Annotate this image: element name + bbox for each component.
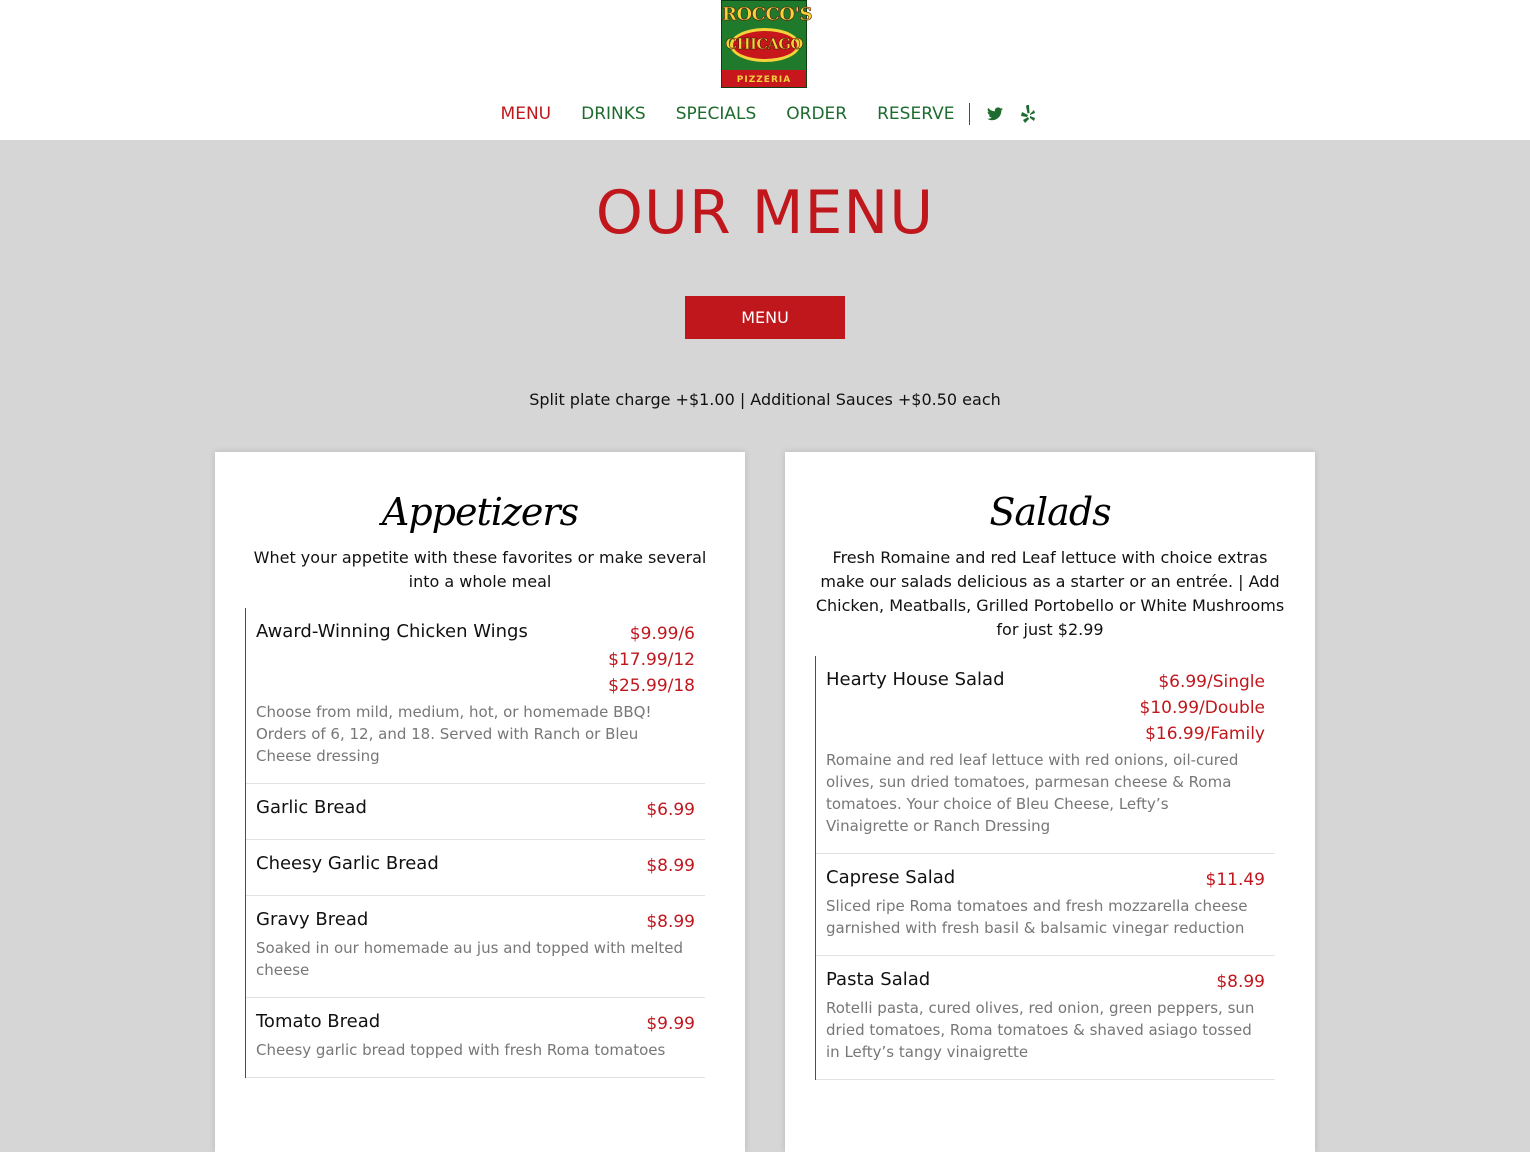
item-price: $11.49	[1205, 870, 1265, 890]
menu-button[interactable]: MENU	[685, 296, 845, 339]
appetizers-card	[215, 452, 745, 1152]
item-name: Hearty House Salad	[826, 669, 1005, 690]
item-price: $25.99/18	[608, 676, 695, 696]
salads-intro: Fresh Romaine and red Leaf lettuce with choice extras make our salads delicious as a starter or an entrée. | Add Chicken, Meatballs, Grilled Portobello or White Mushrooms for just $2.99	[815, 548, 1285, 639]
salads-title: Salads	[989, 490, 1111, 534]
nav-order[interactable]: ORDER	[786, 104, 848, 124]
yelp-icon[interactable]	[1021, 105, 1035, 123]
menu-item	[246, 784, 705, 840]
item-price: $10.99/Double	[1139, 698, 1265, 718]
menu-item	[246, 608, 705, 784]
menu-item	[246, 998, 705, 1078]
item-price: $8.99	[1216, 972, 1265, 992]
appetizers-title: Appetizers	[381, 490, 579, 534]
logo-bottom-text: PIZZERIA	[736, 75, 792, 85]
item-description: Sliced ripe Roma tomatoes and fresh mozzarella cheese garnished with fresh basil & balsamic vinegar reduction	[826, 897, 1248, 937]
item-price: $6.99	[646, 800, 695, 820]
item-description: Rotelli pasta, cured olives, red onion, green peppers, sun dried tomatoes, Roma tomatoes & shaved asiago tossed in Lefty’s tangy vinaigrette	[826, 999, 1255, 1061]
salads-list	[815, 656, 1275, 1080]
page-title: OUR MENU	[595, 178, 935, 248]
salads-card	[785, 452, 1315, 1152]
logo-mid-text: CHICAGO	[725, 35, 803, 53]
menu-item	[816, 956, 1275, 1080]
item-description: Soaked in our homemade au jus and topped with melted cheese	[256, 939, 684, 979]
nav-reserve[interactable]: RESERVE	[877, 104, 955, 124]
item-price: $16.99/Family	[1145, 724, 1265, 744]
item-description: Cheesy garlic bread topped with fresh Roma tomatoes	[256, 1041, 666, 1059]
item-price: $6.99/Single	[1158, 672, 1265, 692]
menu-item	[246, 840, 705, 896]
menu-note: Split plate charge +$1.00 | Additional Sauces +$0.50 each	[529, 390, 1001, 409]
item-price: $8.99	[646, 856, 695, 876]
menu-item	[816, 656, 1275, 854]
item-description: Choose from mild, medium, hot, or homemade BBQ! Orders of 6, 12, and 18. Served with Ranch or Bleu Cheese dressing	[256, 703, 652, 765]
menu-item	[246, 896, 705, 998]
menu-item	[816, 854, 1275, 956]
item-price: $9.99/6	[629, 624, 695, 644]
site-header	[0, 0, 1530, 140]
brand-logo[interactable]	[721, 0, 812, 88]
item-name: Gravy Bread	[256, 909, 369, 930]
appetizers-intro: Whet your appetite with these favorites or make several into a whole meal	[253, 548, 707, 591]
item-name: Caprese Salad	[826, 867, 956, 888]
logo-top-text: ROCCO'S	[722, 4, 812, 25]
nav-drinks[interactable]: DRINKS	[581, 104, 646, 124]
item-price: $9.99	[646, 1014, 695, 1034]
nav-specials[interactable]: SPECIALS	[675, 104, 757, 124]
item-name: Cheesy Garlic Bread	[256, 853, 439, 874]
twitter-icon[interactable]	[987, 107, 1003, 121]
item-price: $17.99/12	[608, 650, 695, 670]
item-name: Tomato Bread	[256, 1011, 381, 1032]
appetizers-list	[245, 608, 705, 1078]
item-name: Garlic Bread	[256, 797, 367, 818]
nav-menu[interactable]: MENU	[500, 104, 552, 124]
item-name: Pasta Salad	[826, 969, 931, 990]
main-nav	[0, 103, 1530, 125]
item-price: $8.99	[646, 912, 695, 932]
item-name: Award-Winning Chicken Wings	[256, 621, 528, 642]
item-description: Romaine and red leaf lettuce with red onions, oil-cured olives, sun dried tomatoes, parmesan cheese & Roma tomatoes. Your choice of Bleu Cheese, Lefty’s Vinaigrette or Ranch Dressing	[826, 751, 1239, 835]
nav-divider	[969, 103, 970, 125]
